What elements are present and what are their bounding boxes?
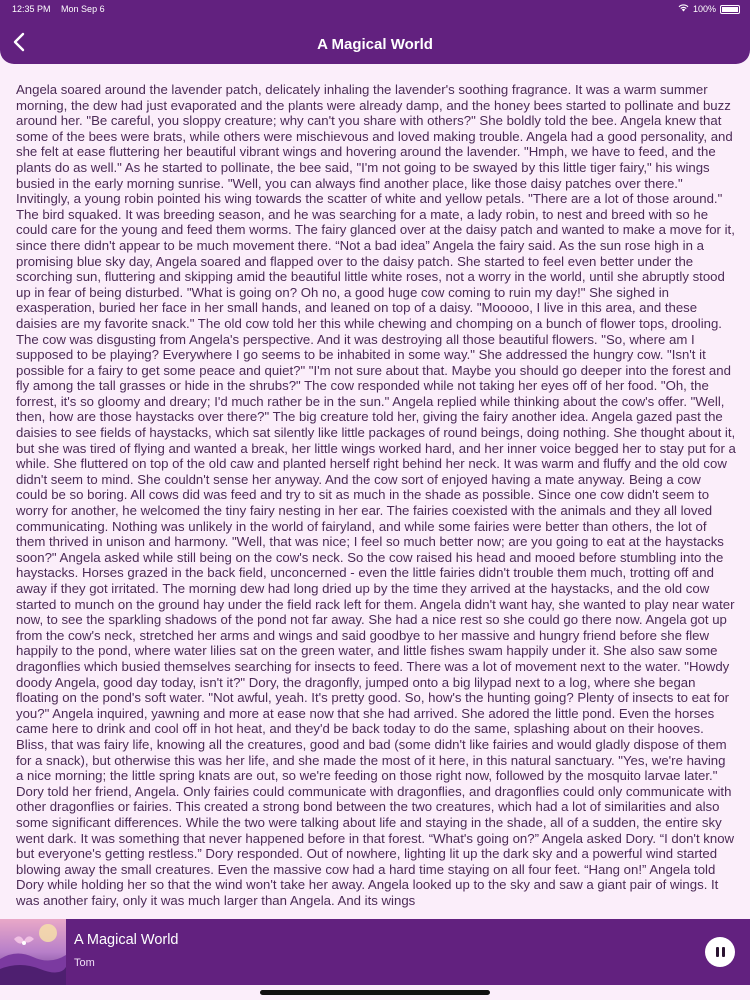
story-content[interactable] (16, 82, 736, 908)
pause-icon-bar (722, 947, 725, 957)
battery-icon (720, 5, 740, 14)
battery-percent: 100% (692, 4, 716, 14)
status-date: Mon Sep 6 (61, 4, 105, 14)
mini-player[interactable] (0, 919, 750, 985)
status-bar (0, 0, 750, 18)
page-title: A Magical World (317, 36, 433, 53)
album-cover-image[interactable] (0, 919, 66, 985)
player-artist: Tom (74, 957, 95, 969)
story-text: Angela soared around the lavender patch, delicately inhaling the lavender's soothing fragrance. It was a warm summer morning, the dew had just evaporated and the plants were already damp, and the honey bees started to pollinate and buzz around her. "Be careful, you sloppy creature; why can't you share with others?" She boldly told the bee. Angela knew that some of the bees were brats, while others were mischievous and loved making trouble. Angela had a good personality, and she felt at ease fluttering her beautiful vibrant wings and hovering around the lavender. "Hmph, we have to feed, and the plants do as well." As he started to pollinate, the bee said, "I'm not going to be swayed by this little tiger fairy," his wings busied in the early morning sunrise. "Well, you can always find another place, like those daisy patches over there." Invitingly, a young robin pointed his wing towards the scatter of white and yellow petals. "There are a lot of those around." The bird squaked. It was breeding season, and he was searching for a mate, a lady robin, to nest and breed with so he could care for the young and feed them worms. The fairy glanced over at the daisy patch and wanted to make a move for it, since there didn't appear to be much movement there. “Not a bad idea” Angela the fairy said. As the sun rose high in a promising blue sky day, Angela soared and flapped over to the daisy patch. She started to feel even better under the scorching sun, fluttering and skipping amid the beautiful little white roses, not a worry in the world, until she abruptly stood up in fear of being disturbed. "What is going on? Oh no, a good huge cow coming to ruin my day!" She sighed in exasperation, buried her face in her small hands, and leaned on top of a daisy. "Mooooo, I live in this area, and these daisies are my favorite snack." The old cow told her this while chewing and chomping on a bunch of flower tops, drooling. The cow was disgusting from Angela's perspective. And it was destroying all those beautiful flowers. "So, where am I supposed to be playing? Everywhere I go seems to be inhabited in some way." She addressed the hungry cow. "Isn't it possible for a fairy to get some peace and quiet?" "I'm not sure about that. Maybe you should go deeper into the forest and fly among the tall grasses or hide in the shrubs?" The cow responded while not taking her eyes off of her food. "Oh, the forrest, it's so gloomy and dreary; I'd much rather be in the sun." Angela replied while thinking about the cow's offer. "Well, then, how are those haystacks over there?" The big creature told her, giving the fairy another idea. Angela gazed past the daisies to see fields of haystacks, which sat silently like little packages of round beings, doing nothing. She thought about it, but she was tired of flying and wanted a break, her little wings worked hard, and her inner voice begged her to stay put for a while. She fluttered on top of the old caw and planted herself right behind her neck. It was warm and fluffy and the old cow didn't seem to mind. She couldn't sense her anyway. And the cow sort of enjoyed having a mate anyway. Being a cow could be so boring. All cows did was feed and try to sit as much in the shade as possible. Since one cow didn't seem to worry for another, he welcomed the tiny fairy nesting in her ear. The fairies coexisted with the animals and they all loved communicating. Nothing was unlikely in the world of fairyland, and while some fairies were better than others, the lot of them thrived in unison and harmony. "Well, that was nice; I feel so much better now; are you going to eat at the haystacks soon?" Angela asked while still being on the cow's neck. So the cow raised his head and mooed before stumbling into the haystacks. Horses grazed in the back field, unconcerned - even the little fairies didn't trouble them much, trotting off and away if they got irritated. The morning dew had long dried up by the time they arrived at the haystacks, and the old cow started to munch on the ground hay under the field rack left for them. Angela didn't want hay, she wanted to play near water now, to see the sparkling shadows of the pond not far away. She had a nice rest so she could go there now. Angela got up from the cow's neck, stretched her arms and wings and said goodbye to her massive and hungry friend before she flew happily to the pond, where water lilies sat on the green water, and little fishes swam happily under it. She also saw some dragonflies which busied themselves searching for insects to feed. There was a lot of movement next to the water. "Howdy doody Angela, good day today, isn't it?" Dory, the dragonfly, jumped onto a big lilypad next to a log, where she began floating on the pond's soft water. "Not awful, yeah. It's pretty good. So, how's the hunting going? Plenty of insects to eat for you?" Angela inquired, yawning and more at ease now that she had arrived. She adored the little pond. Even the horses came here to drink and cool off in hot heat, and they'd be back today to do the same, splashing about on their hooves. Bliss, that was fairy life, knowing all the creatures, good and bad (some didn't like fairies and would gladly dispose of them for a snack), but otherwise this was her life, and she made the most of it here, in this natural sanctuary. "Yes, we're having a nice morning; the little spring knats are out, so we're feeding on those right now, followed by the mosquito larvae later." Dory told her friend, Angela. Only fairies could communicate with dragonflies, and dragonflies could only communicate with other dragonflies or fairies. This created a strong bond between the two creatures, which had a lot of similarities and also some significant differences. While the two were talking about life and staying in the shade, all of a sudden, the entire sky went dark. It was something that never happened before in that forest. “What's going on?” Angela asked Dory. “I don't know but everyone's getting restless.” Dory responded. Out of nowhere, lighting lit up the dark sky and a powerful wind started blowing away the small creatures. Even the massive cow had a hard time staying on all four feet. “Hang on!” Angela told Dory while holding her so that the wind won't take her away. Angela looked up to the sky and saw a giant pair of wings. It was another fairy, only it was much larger than Angela. And its wings (16, 82, 736, 908)
pause-button[interactable] (705, 937, 735, 967)
header (0, 0, 750, 64)
wifi-icon (678, 3, 689, 15)
pause-icon (716, 947, 719, 957)
status-time: 12:35 PM (12, 4, 51, 14)
home-indicator[interactable] (260, 990, 490, 995)
navigation-bar (0, 22, 750, 62)
player-title: A Magical World (74, 932, 179, 948)
